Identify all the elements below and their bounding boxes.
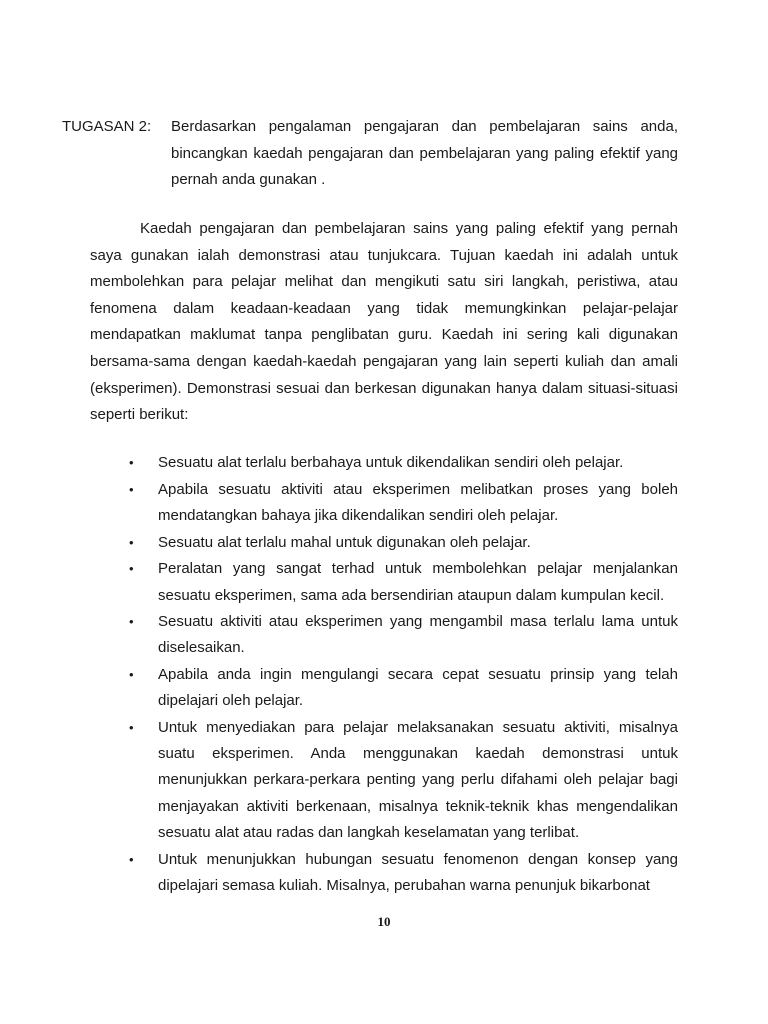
task-text: Berdasarkan pengalaman pengajaran dan pembelajaran sains anda, bincangkan kaedah pengajaran dan pembelajaran yang paling efektif yang pernah anda gunakan . xyxy=(171,118,678,188)
bullet-icon: • xyxy=(129,720,134,736)
list-item-text: Sesuatu aktiviti atau eksperimen yang mengambil masa terlalu lama untuk diselesaikan. xyxy=(158,613,678,657)
list-item-text: Peralatan yang sangat terhad untuk membolehkan pelajar menjalankan sesuatu eksperimen, sama ada bersendirian ataupun dalam kumpulan kecil. xyxy=(158,560,678,604)
bullet-list xyxy=(90,450,678,899)
list-item xyxy=(90,662,678,714)
bullet-icon: • xyxy=(129,481,134,497)
list-item xyxy=(90,609,678,661)
bullet-icon: • xyxy=(129,534,134,550)
list-item xyxy=(90,450,678,476)
list-item-text: Untuk menunjukkan hubungan sesuatu fenomenon dengan konsep yang dipelajari semasa kuliah. Misalnya, perubahan warna penunjuk bikarbonat xyxy=(158,850,678,894)
body-paragraph: Kaedah pengajaran dan pembelajaran sains yang paling efektif yang pernah saya gunakan ialah demonstrasi atau tunjukcara. Tujuan kaedah ini adalah untuk membolehkan para pelajar melihat dan mengikuti satu siri langkah, peristiwa, atau fenomena dalam keadaan-keadaan yang tidak memungkinkan pelajar-pelajar mendapatkan maklumat tanpa penglibatan guru. Kaedah ini sering kali digunakan bersama-sama dengan kaedah-kaedah pengajaran yang lain seperti kuliah dan amali (eksperimen). Demonstrasi sesuai dan berkesan digunakan hanya dalam situasi-situasi seperti berikut: xyxy=(90,220,678,424)
page-number: 10 xyxy=(377,914,391,929)
list-item-text: Sesuatu alat terlalu berbahaya untuk dikendalikan sendiri oleh pelajar. xyxy=(158,454,624,471)
list-item-text: Sesuatu alat terlalu mahal untuk digunakan oleh pelajar. xyxy=(158,533,531,551)
list-item xyxy=(90,530,678,556)
list-item xyxy=(90,477,678,529)
list-item-text: Untuk menyediakan para pelajar melaksanakan sesuatu aktiviti, misalnya suatu eksperimen. Anda menggunakan kaedah demonstrasi untuk menunjukkan perkara-perkara penting yang perlu difahami oleh pelajar bagi menjayakan aktiviti berkenaan, misalnya teknik-teknik khas mengendalikan sesuatu alat atau radas dan langkah keselamatan yang terlibat. xyxy=(158,719,678,841)
task-heading xyxy=(62,114,678,194)
bullet-icon: • xyxy=(129,614,134,630)
list-item xyxy=(90,847,678,899)
bullet-icon: • xyxy=(129,455,134,470)
bullet-icon: • xyxy=(129,667,134,683)
task-label: TUGASAN 2: xyxy=(62,118,152,135)
bullet-icon: • xyxy=(129,851,134,867)
list-item-text: Apabila sesuatu aktiviti atau eksperimen melibatkan proses yang boleh mendatangkan bahaya jika dikendalikan sendiri oleh pelajar. xyxy=(158,480,678,524)
list-item xyxy=(90,715,678,846)
bullet-icon: • xyxy=(129,561,134,577)
list-item xyxy=(90,556,678,608)
list-item-text: Apabila anda ingin mengulangi secara cepat sesuatu prinsip yang telah dipelajari oleh pelajar. xyxy=(158,666,678,710)
